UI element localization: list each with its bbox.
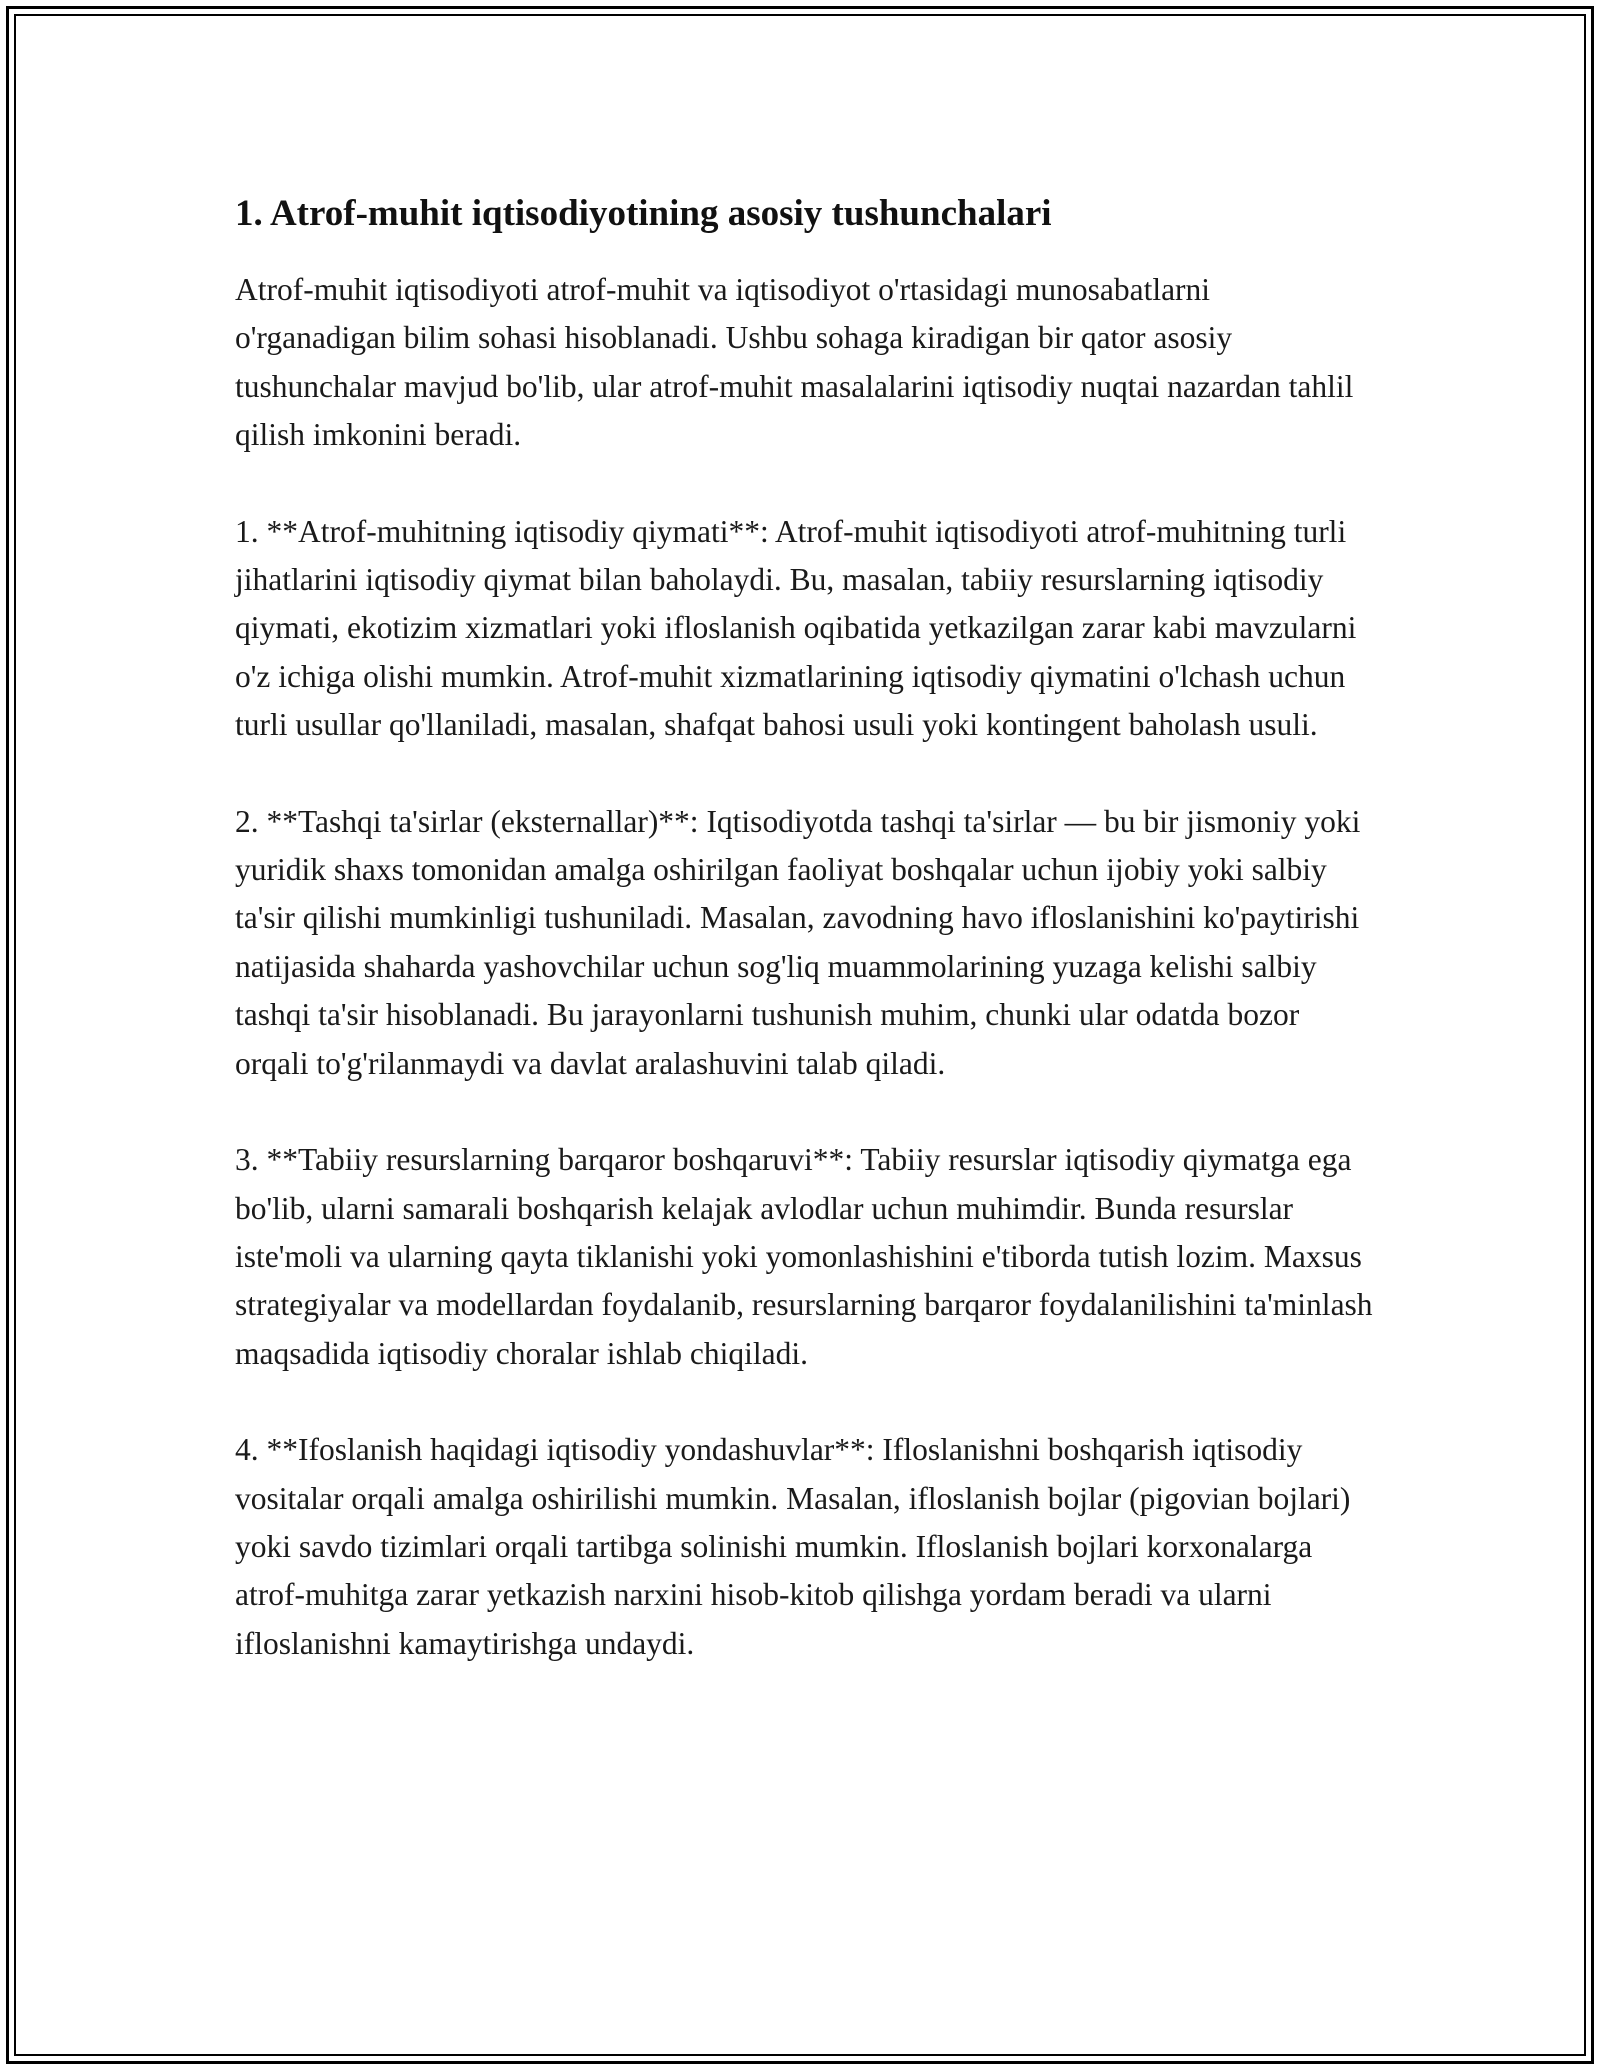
document-body <box>235 188 1375 1716</box>
paragraph-resource-management: 3. **Tabiiy resurslarning barqaror boshqaruvi**: Tabiiy resurslar iqtisodiy qiymatga ega bo'lib, ularni samarali boshqarish kelajak avlodlar uchun muhimdir. Bunda resurslar iste'moli va ularning qayta tiklanishi yoki yomonlashishini e'tiborda tutish lozim. Maxsus strategiyalar va modellardan foydalanib, resurslarning barqaror foydalanilishini ta'minlash maqsadida iqtisodiy choralar ishlab chiqiladi. <box>235 1142 1373 1371</box>
intro-paragraph: Atrof-muhit iqtisodiyoti atrof-muhit va iqtisodiyot o'rtasidagi munosabatlarni o'rganadigan bilim sohasi hisoblanadi. Ushbu sohaga kiradigan bir qator asosiy tushunchalar mavjud bo'lib, ular atrof-muhit masalalarini iqtisodiy nuqtai nazardan tahlil qilish imkonini beradi. <box>235 272 1354 453</box>
page-title: 1. Atrof-muhit iqtisodiyotining asosiy tushunchalari <box>235 193 1052 234</box>
paragraph-externalities: 2. **Tashqi ta'sirlar (eksternallar)**: Iqtisodiyotda tashqi ta'sirlar — bu bir jismoniy yoki yuridik shaxs tomonidan amalga oshirilgan faoliyat boshqalar uchun ijobiy yoki salbiy ta'sir qilishi mumkinligi tushuniladi. Masalan, zavodning havo ifloslanishini ko'paytirishi natijasida shaharda yashovchilar uchun sog'liq muammolarining yuzaga kelishi salbiy tashqi ta'sir hisoblanadi. Bu jarayonlarni tushunish muhim, chunki ular odatda bozor orqali to'g'rilanmaydi va davlat aralashuvini talab qiladi. <box>235 803 1361 1081</box>
paragraph-pollution-approaches: 4. **Ifoslanish haqidagi iqtisodiy yondashuvlar**: Ifloslanishni boshqarish iqtisodiy vositalar orqali amalga oshirilishi mumkin. Masalan, ifloslanish bojlar (pigovian bojlari) yoki savdo tizimlari orqali tartibga solinishi mumkin. Ifloslanish bojlari korxonalarga atrof-muhitga zarar yetkazish narxini hisob-kitob qilishga yordam beradi va ularni ifloslanishni kamaytirishga undaydi. <box>235 1432 1351 1661</box>
paragraph-economic-value: 1. **Atrof-muhitning iqtisodiy qiymati**: Atrof-muhit iqtisodiyoti atrof-muhitning turli jihatlarini iqtisodiy qiymat bilan baholaydi. Bu, masalan, tabiiy resurslarning iqtisodiy qiymati, ekotizim xizmatlari yoki ifloslanish oqibatida yetkazilgan zarar kabi mavzularni o'z ichiga olishi mumkin. Atrof-muhit xizmatlarining iqtisodiy qiymatini o'lchash uchun turli usullar qo'llaniladi, masalan, shafqat bahosi usuli yoki kontingent baholash usuli. <box>235 513 1357 743</box>
